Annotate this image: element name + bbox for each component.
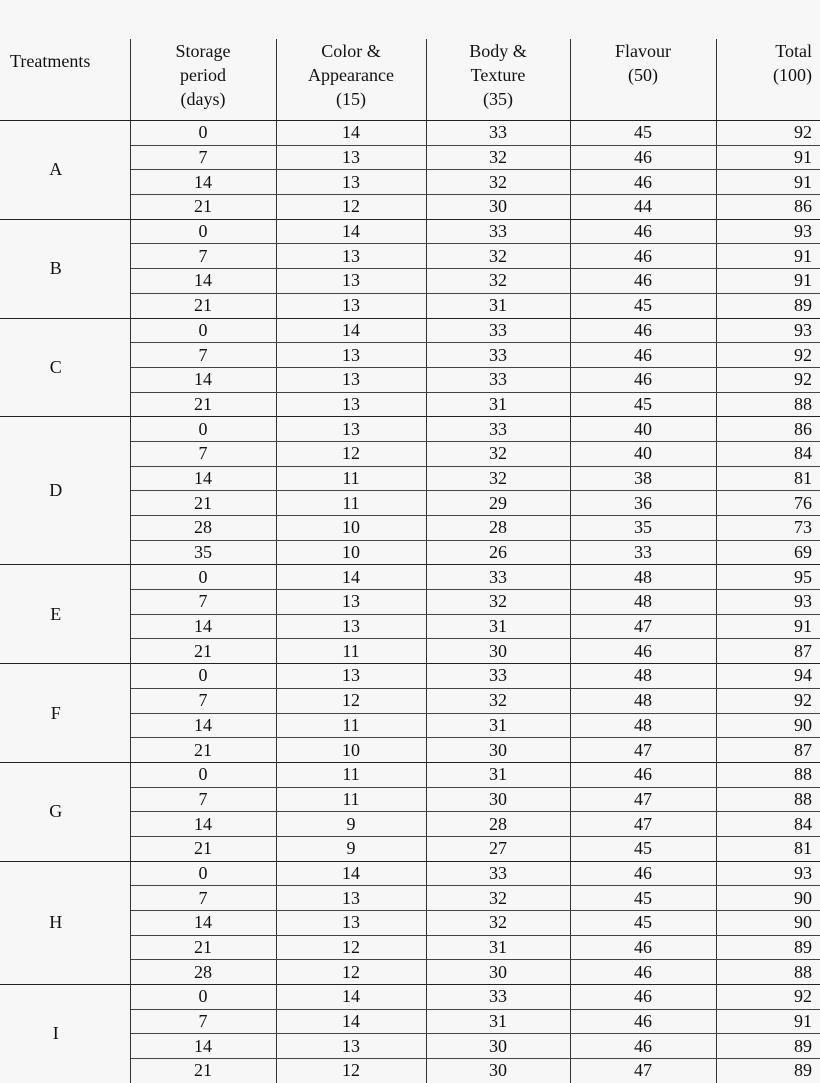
flavour-cell: 33 xyxy=(570,540,716,565)
body-texture-cell: 30 xyxy=(426,195,570,220)
total-cell: 91 xyxy=(716,614,820,639)
body-texture-cell: 31 xyxy=(426,293,570,318)
storage-days-cell: 0 xyxy=(130,762,276,787)
body-texture-cell: 28 xyxy=(426,812,570,837)
body-texture-cell: 32 xyxy=(426,244,570,269)
color-appearance-cell: 13 xyxy=(276,145,426,170)
color-appearance-cell: 10 xyxy=(276,540,426,565)
storage-days-cell: 28 xyxy=(130,960,276,985)
total-cell: 92 xyxy=(716,343,820,368)
color-appearance-cell: 9 xyxy=(276,812,426,837)
body-texture-cell: 32 xyxy=(426,170,570,195)
header-line: Flavour xyxy=(615,41,671,61)
flavour-cell: 45 xyxy=(570,293,716,318)
header-line: (15) xyxy=(336,89,366,109)
storage-days-cell: 14 xyxy=(130,269,276,294)
body-texture-cell: 32 xyxy=(426,688,570,713)
flavour-cell: 46 xyxy=(570,639,716,664)
storage-days-cell: 7 xyxy=(130,1009,276,1034)
color-appearance-cell: 13 xyxy=(276,886,426,911)
storage-days-cell: 7 xyxy=(130,886,276,911)
total-cell: 89 xyxy=(716,935,820,960)
flavour-cell: 38 xyxy=(570,466,716,491)
body-texture-cell: 33 xyxy=(426,565,570,590)
total-cell: 93 xyxy=(716,590,820,615)
storage-days-cell: 21 xyxy=(130,836,276,861)
body-texture-cell: 32 xyxy=(426,145,570,170)
storage-days-cell: 0 xyxy=(130,417,276,442)
color-appearance-cell: 14 xyxy=(276,121,426,146)
storage-days-cell: 21 xyxy=(130,639,276,664)
body-texture-cell: 30 xyxy=(426,1059,570,1083)
total-cell: 88 xyxy=(716,762,820,787)
storage-days-cell: 0 xyxy=(130,121,276,146)
color-appearance-cell: 13 xyxy=(276,392,426,417)
flavour-cell: 45 xyxy=(570,121,716,146)
storage-days-cell: 0 xyxy=(130,985,276,1010)
total-cell: 89 xyxy=(794,295,812,316)
storage-days-cell: 14 xyxy=(130,911,276,936)
body-texture-cell: 31 xyxy=(426,1009,570,1034)
flavour-cell: 48 xyxy=(570,713,716,738)
header-body-texture xyxy=(426,39,570,121)
flavour-cell: 46 xyxy=(570,343,716,368)
color-appearance-cell: 13 xyxy=(276,417,426,442)
total-cell: 69 xyxy=(794,542,812,563)
storage-days-cell: 35 xyxy=(130,540,276,565)
body-texture-cell: 29 xyxy=(426,491,570,516)
body-texture-cell: 33 xyxy=(426,121,570,146)
color-appearance-cell: 12 xyxy=(276,960,426,985)
flavour-cell: 45 xyxy=(570,392,716,417)
flavour-cell: 35 xyxy=(570,516,716,541)
total-cell: 91 xyxy=(716,1009,820,1034)
body-texture-cell: 32 xyxy=(426,441,570,466)
color-appearance-cell: 13 xyxy=(276,367,426,392)
color-appearance-cell: 10 xyxy=(276,738,426,763)
storage-days-cell: 0 xyxy=(130,219,276,244)
total-cell: 87 xyxy=(794,739,812,760)
total-cell: 81 xyxy=(716,466,820,491)
color-appearance-cell: 11 xyxy=(276,787,426,812)
header-storage-period xyxy=(130,39,276,121)
total-cell: 93 xyxy=(716,219,820,244)
storage-days-cell: 7 xyxy=(130,441,276,466)
total-cell: 92 xyxy=(716,985,820,1010)
total-cell: 73 xyxy=(716,516,820,541)
flavour-cell: 46 xyxy=(570,762,716,787)
storage-days-cell: 7 xyxy=(130,688,276,713)
flavour-cell: 46 xyxy=(570,861,716,886)
body-texture-cell: 31 xyxy=(426,762,570,787)
treatment-label: G xyxy=(0,762,130,861)
total-cell: 90 xyxy=(716,886,820,911)
treatment-label: H xyxy=(0,861,130,984)
header-line: (100) xyxy=(773,65,812,85)
flavour-cell: 47 xyxy=(570,812,716,837)
total-cell: 86 xyxy=(716,417,820,442)
color-appearance-cell: 13 xyxy=(276,244,426,269)
total-cell: 95 xyxy=(716,565,820,590)
total-cell: 76 xyxy=(716,491,820,516)
header-flavour xyxy=(570,39,716,121)
storage-days-cell: 21 xyxy=(130,935,276,960)
color-appearance-cell: 12 xyxy=(276,688,426,713)
header-line: Appearance xyxy=(308,65,394,85)
treatment-label: A xyxy=(0,121,130,220)
storage-days-cell: 0 xyxy=(130,861,276,886)
storage-days-cell: 14 xyxy=(130,713,276,738)
storage-days-cell: 28 xyxy=(130,516,276,541)
treatment-label: D xyxy=(0,417,130,565)
storage-days-cell: 21 xyxy=(130,491,276,516)
color-appearance-cell: 11 xyxy=(276,466,426,491)
body-texture-cell: 32 xyxy=(426,911,570,936)
header-color-appearance xyxy=(276,39,426,121)
storage-days-cell: 7 xyxy=(130,787,276,812)
header-line: (days) xyxy=(180,89,226,109)
storage-days-cell: 21 xyxy=(130,195,276,220)
storage-days-cell: 0 xyxy=(130,318,276,343)
total-cell: 93 xyxy=(716,318,820,343)
total-cell: 91 xyxy=(716,244,820,269)
header-line: Storage xyxy=(175,41,231,61)
storage-days-cell: 14 xyxy=(130,466,276,491)
total-cell: 91 xyxy=(716,269,820,294)
color-appearance-cell: 13 xyxy=(276,343,426,368)
color-appearance-cell: 13 xyxy=(276,590,426,615)
color-appearance-cell: 13 xyxy=(276,1034,426,1059)
total-cell: 91 xyxy=(716,145,820,170)
color-appearance-cell: 10 xyxy=(276,516,426,541)
color-appearance-cell: 13 xyxy=(276,170,426,195)
treatment-label: C xyxy=(0,318,130,417)
storage-days-cell: 0 xyxy=(130,565,276,590)
header-row xyxy=(0,39,820,121)
total-cell: 89 xyxy=(716,1034,820,1059)
flavour-cell: 46 xyxy=(570,145,716,170)
storage-days-cell: 14 xyxy=(130,812,276,837)
color-appearance-cell: 13 xyxy=(276,664,426,689)
table-row xyxy=(0,121,820,146)
table-row xyxy=(0,762,820,787)
flavour-cell: 40 xyxy=(570,441,716,466)
flavour-cell: 46 xyxy=(570,935,716,960)
total-cell: 88 xyxy=(794,961,812,982)
color-appearance-cell: 14 xyxy=(276,985,426,1010)
flavour-cell: 48 xyxy=(570,565,716,590)
total-cell: 84 xyxy=(716,441,820,466)
flavour-cell: 47 xyxy=(570,614,716,639)
storage-days-cell: 7 xyxy=(130,145,276,170)
flavour-cell: 44 xyxy=(570,195,716,220)
header-line: Total xyxy=(775,41,812,61)
body-texture-cell: 27 xyxy=(426,836,570,861)
flavour-cell: 46 xyxy=(570,985,716,1010)
body-texture-cell: 33 xyxy=(426,219,570,244)
flavour-cell: 45 xyxy=(570,886,716,911)
flavour-cell: 46 xyxy=(570,170,716,195)
total-cell: 90 xyxy=(716,713,820,738)
color-appearance-cell: 12 xyxy=(276,1059,426,1083)
color-appearance-cell: 13 xyxy=(276,911,426,936)
color-appearance-cell: 14 xyxy=(276,861,426,886)
body-texture-cell: 32 xyxy=(426,590,570,615)
treatment-label: F xyxy=(0,664,130,763)
table-row xyxy=(0,318,820,343)
body-texture-cell: 30 xyxy=(426,960,570,985)
flavour-cell: 48 xyxy=(570,664,716,689)
color-appearance-cell: 13 xyxy=(276,293,426,318)
color-appearance-cell: 14 xyxy=(276,1009,426,1034)
body-texture-cell: 33 xyxy=(426,343,570,368)
header-total xyxy=(716,39,820,121)
flavour-cell: 46 xyxy=(570,367,716,392)
body-texture-cell: 30 xyxy=(426,787,570,812)
flavour-cell: 47 xyxy=(570,1059,716,1083)
table-row xyxy=(0,861,820,886)
flavour-cell: 40 xyxy=(570,417,716,442)
total-cell: 91 xyxy=(716,170,820,195)
header-line: (35) xyxy=(483,89,513,109)
body-texture-cell: 31 xyxy=(426,713,570,738)
header-line: Texture xyxy=(470,65,526,85)
table-row xyxy=(0,417,820,442)
storage-days-cell: 21 xyxy=(130,392,276,417)
flavour-cell: 46 xyxy=(570,219,716,244)
treatment-label: E xyxy=(0,565,130,664)
sensory-score-table xyxy=(0,39,820,1083)
storage-days-cell: 14 xyxy=(130,614,276,639)
flavour-cell: 46 xyxy=(570,318,716,343)
flavour-cell: 45 xyxy=(570,911,716,936)
total-cell: 94 xyxy=(716,664,820,689)
flavour-cell: 46 xyxy=(570,960,716,985)
color-appearance-cell: 13 xyxy=(276,614,426,639)
table-row xyxy=(0,565,820,590)
body-texture-cell: 28 xyxy=(426,516,570,541)
color-appearance-cell: 14 xyxy=(276,565,426,590)
color-appearance-cell: 12 xyxy=(276,935,426,960)
table-row xyxy=(0,985,820,1010)
body-texture-cell: 31 xyxy=(426,392,570,417)
header-line: Color & xyxy=(321,41,381,61)
body-texture-cell: 30 xyxy=(426,639,570,664)
total-cell: 84 xyxy=(716,812,820,837)
total-cell: 92 xyxy=(716,367,820,392)
table-body xyxy=(0,121,820,1083)
body-texture-cell: 30 xyxy=(426,1034,570,1059)
storage-days-cell: 7 xyxy=(130,244,276,269)
color-appearance-cell: 11 xyxy=(276,713,426,738)
total-cell: 88 xyxy=(794,393,812,414)
header-line: Body & xyxy=(469,41,527,61)
total-cell: 86 xyxy=(794,196,812,217)
color-appearance-cell: 12 xyxy=(276,195,426,220)
color-appearance-cell: 11 xyxy=(276,639,426,664)
storage-days-cell: 0 xyxy=(130,664,276,689)
flavour-cell: 47 xyxy=(570,787,716,812)
flavour-cell: 46 xyxy=(570,269,716,294)
total-cell: 93 xyxy=(716,861,820,886)
storage-days-cell: 21 xyxy=(130,293,276,318)
color-appearance-cell: 13 xyxy=(276,269,426,294)
body-texture-cell: 33 xyxy=(426,985,570,1010)
body-texture-cell: 26 xyxy=(426,540,570,565)
body-texture-cell: 33 xyxy=(426,861,570,886)
storage-days-cell: 21 xyxy=(130,1059,276,1083)
flavour-cell: 48 xyxy=(570,590,716,615)
storage-days-cell: 7 xyxy=(130,343,276,368)
color-appearance-cell: 11 xyxy=(276,762,426,787)
body-texture-cell: 33 xyxy=(426,318,570,343)
flavour-cell: 46 xyxy=(570,244,716,269)
color-appearance-cell: 14 xyxy=(276,318,426,343)
flavour-cell: 47 xyxy=(570,738,716,763)
body-texture-cell: 32 xyxy=(426,886,570,911)
total-cell: 92 xyxy=(716,121,820,146)
treatment-label: B xyxy=(0,219,130,318)
flavour-cell: 46 xyxy=(570,1009,716,1034)
table-row xyxy=(0,219,820,244)
header-treatments xyxy=(0,39,130,121)
storage-days-cell: 14 xyxy=(130,1034,276,1059)
flavour-cell: 46 xyxy=(570,1034,716,1059)
body-texture-cell: 33 xyxy=(426,417,570,442)
header-line: period xyxy=(180,65,226,85)
color-appearance-cell: 12 xyxy=(276,441,426,466)
flavour-cell: 36 xyxy=(570,491,716,516)
storage-days-cell: 21 xyxy=(130,738,276,763)
body-texture-cell: 32 xyxy=(426,466,570,491)
total-cell: 92 xyxy=(716,688,820,713)
color-appearance-cell: 11 xyxy=(276,491,426,516)
body-texture-cell: 32 xyxy=(426,269,570,294)
total-cell: 81 xyxy=(794,838,812,859)
total-cell: 89 xyxy=(794,1060,812,1081)
flavour-cell: 48 xyxy=(570,688,716,713)
header-line: (50) xyxy=(628,65,658,85)
total-cell: 88 xyxy=(716,787,820,812)
treatment-label: I xyxy=(0,985,130,1083)
table-row xyxy=(0,664,820,689)
body-texture-cell: 30 xyxy=(426,738,570,763)
color-appearance-cell: 14 xyxy=(276,219,426,244)
total-cell: 87 xyxy=(794,640,812,661)
total-cell: 90 xyxy=(716,911,820,936)
table-header xyxy=(0,39,820,121)
body-texture-cell: 33 xyxy=(426,367,570,392)
flavour-cell: 45 xyxy=(570,836,716,861)
storage-days-cell: 14 xyxy=(130,367,276,392)
body-texture-cell: 31 xyxy=(426,614,570,639)
header-line: Treatments xyxy=(10,51,91,71)
body-texture-cell: 31 xyxy=(426,935,570,960)
color-appearance-cell: 9 xyxy=(276,836,426,861)
storage-days-cell: 7 xyxy=(130,590,276,615)
storage-days-cell: 14 xyxy=(130,170,276,195)
body-texture-cell: 33 xyxy=(426,664,570,689)
